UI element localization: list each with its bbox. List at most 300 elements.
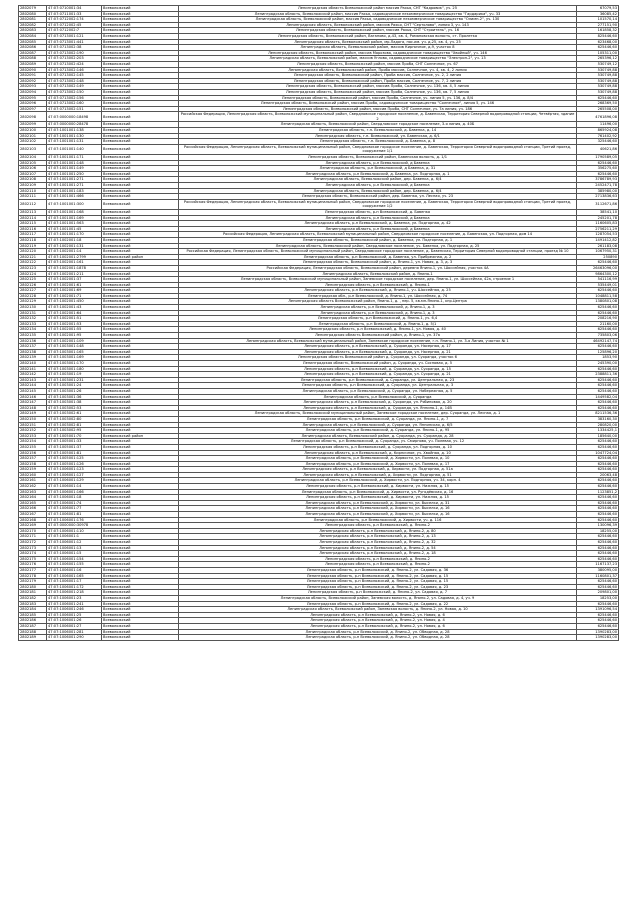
row-number-cell: 2802186 xyxy=(19,618,47,624)
cadastral-number-cell: 47:07:1006001:25 xyxy=(47,612,102,618)
value-cell: 250890 xyxy=(577,254,619,260)
district-cell: Всеволожский xyxy=(102,355,179,361)
district-cell: Всеволожский xyxy=(102,101,179,107)
address-cell: Ленинградская область, Всеволожский район, массив Проба, садоводческое товарищество "Солнечное", линия 5, уч. 146 xyxy=(179,101,577,107)
cadastral-number-cell: 47:07:1001001:45 xyxy=(47,226,102,232)
address-cell: Ленинградская область, Всеволожский район, Проба массив, Солнечное, уч. 4, кв. 4, 2 линия xyxy=(179,67,577,73)
address-cell: Ленинградская область, Всеволожский муниципальный район, Заневское городское поселение, дер. Суоранда, ул. Лесная, д. 1 xyxy=(179,411,577,417)
district-cell: Всеволожский xyxy=(102,28,179,34)
district-cell: Всеволожский район xyxy=(102,433,179,439)
row-number-cell: 2802179 xyxy=(19,579,47,585)
row-number-cell: 2802079 xyxy=(19,6,47,12)
address-cell: Ленинградская область, р-н Всеволожский, д. Хирвости, ул. Нижняя, д. 15 xyxy=(179,495,577,501)
address-cell: Ленинградская область, Всеволожский район, д. Бавенка, ул. Подгорная, д. 1 xyxy=(179,237,577,243)
district-cell: Всеволожский xyxy=(102,61,179,67)
value-cell: 625446,60 xyxy=(577,467,619,473)
row-number-cell: 2802171 xyxy=(19,534,47,540)
district-cell: Всеволожский xyxy=(102,133,179,139)
cadastral-number-cell: 47:07:1006001:290 xyxy=(47,635,102,641)
district-cell: Всеволожский xyxy=(102,139,179,145)
cadastral-number-cell: 47:07:1001001:148 xyxy=(47,160,102,166)
district-cell: Всеволожский xyxy=(102,456,179,462)
address-cell: Ленинградская область, р-н Всеволожский, д. Суоранда, ул. Яннинская, д. 6/5 xyxy=(179,422,577,428)
district-cell: Всеволожский xyxy=(102,377,179,383)
value-cell: 735803,06 xyxy=(577,333,619,339)
value-cell: 245201,78 xyxy=(577,215,619,221)
address-cell: Ленинградская область, р-н Всеволожский, д. Янино-2 xyxy=(179,562,577,568)
address-cell: Ленинградская область, Всеволожский муниципальный район, Заневское городское поселение, г.п. Янино-1, ул. 3-я Линия, участок № 1 xyxy=(179,338,577,344)
district-cell: Всеволожский xyxy=(102,155,179,161)
value-cell: 625446,60 xyxy=(577,500,619,506)
district-cell: Всеволожский xyxy=(102,265,179,271)
value-cell: 625446,60 xyxy=(577,388,619,394)
cadastral-number-cell: 47:07:1001001:131 xyxy=(47,139,102,145)
address-cell: Ленинградская область, р-н Всеволожский, д. Суоранда, ул. Насерная, д. 17 xyxy=(179,344,577,350)
address-cell: Ленинградская область, р-н Всеволожский, д Бавенка xyxy=(179,226,577,232)
row-number-cell: 2802100 xyxy=(19,128,47,134)
district-cell: Всеволожский xyxy=(102,590,179,596)
cadastral-number-cell: 47:07:1001001:138 xyxy=(47,128,102,134)
row-number-cell: 2802124 xyxy=(19,271,47,277)
row-number-cell: 2802105 xyxy=(19,160,47,166)
district-cell: Всеволожский xyxy=(102,388,179,394)
cadastral-number-cell: 47:07:1002001:43 xyxy=(47,305,102,311)
cadastral-number-cell: 47:07:1002001:1878 xyxy=(47,265,102,271)
cadastral-number-cell: 47:07:1006001:281 xyxy=(47,629,102,635)
cadastral-table xyxy=(18,5,619,641)
cadastral-number-cell: 47:07:1001001:563 xyxy=(47,221,102,227)
row-number-cell: 2802169 xyxy=(19,523,47,529)
district-cell: Всеволожский xyxy=(102,344,179,350)
value-cell: 125896,20 xyxy=(577,349,619,355)
value-cell: 2756211,29 xyxy=(577,226,619,232)
value-cell: 1391096,54 xyxy=(577,607,619,613)
district-cell: Всеволожский xyxy=(102,361,179,367)
row-number-cell: 2802115 xyxy=(19,221,47,227)
value-cell: 1449582,04 xyxy=(577,394,619,400)
value-cell: 1390283,00 xyxy=(577,635,619,641)
value-cell: 625446,60 xyxy=(577,95,619,101)
address-cell: Ленинградская область, р-н Всеволожский, д. Хирвости, ул. Подгорная, уч. 34, корп. 4 xyxy=(179,478,577,484)
cadastral-number-cell: 47:07:0713002:146 xyxy=(47,67,102,73)
row-number-cell: 2802135 xyxy=(19,333,47,339)
address-cell: Ленинградская область, Всеволожский район, мр.Ладога, пос.им. уч. д.25, кв. 4, уч. 25 xyxy=(179,39,577,45)
district-cell: Всеволожский xyxy=(102,545,179,551)
value-cell: 625446,60 xyxy=(577,495,619,501)
address-cell: Ленинградская область Всеволожский район массив Рахья, СНТ "Кадровик", уч. 25 xyxy=(179,6,577,12)
cadastral-number-cell: 47:07:1002001:161 xyxy=(47,260,102,266)
value-cell: 3112671,86 xyxy=(577,199,619,209)
address-cell: Ленинградская область, р-н Всеволожский, д. Янино-1, уч. Шоссейная, д. 25 xyxy=(179,288,577,294)
address-cell: Ленинградская область, Всеволожский район, Заневская волость, д. Янино-2, ул. Садовая, д. 4, уч. 9 xyxy=(179,595,577,601)
address-cell: Российская Федерация, Ленинградская область, Всеволожский район, деревня Янино-1, ул. Шоссейная, участок 4А xyxy=(179,265,577,271)
row-number-cell: 2802089 xyxy=(19,61,47,67)
cadastral-number-cell: 47:07:0711001:33 xyxy=(47,11,102,17)
district-cell: Всеволожский xyxy=(102,249,179,255)
cadastral-number-cell: 47:07:1005001:126 xyxy=(47,461,102,467)
address-cell: Ленинградская область, р-н Всеволожский, д. Хирвости, ул. Подгорная, д. 51а xyxy=(179,467,577,473)
value-cell: 21160,00 xyxy=(577,321,619,327)
row-number-cell: 2802151 xyxy=(19,422,47,428)
district-cell: Всеволожский xyxy=(102,56,179,62)
cadastral-number-cell: 47:07:1001001:271 xyxy=(47,183,102,189)
value-cell: 625446,60 xyxy=(577,288,619,294)
district-cell: Всеволожский xyxy=(102,171,179,177)
value-cell: 625446,60 xyxy=(577,556,619,562)
district-cell: Всеволожский xyxy=(102,394,179,400)
value-cell: 1048811,58 xyxy=(577,293,619,299)
row-number-cell: 2802116 xyxy=(19,226,47,232)
value-cell: 1790589,05 xyxy=(577,155,619,161)
district-cell: Всеволожский xyxy=(102,183,179,189)
address-cell: Ленинградская область Всеволожский район, Янино-1, д. , пер. 5, кв.мн-Янино-1, кпр.Центра xyxy=(179,299,577,305)
value-cell: 625446,60 xyxy=(577,584,619,590)
district-cell: Всеволожский xyxy=(102,33,179,39)
row-number-cell: 2802172 xyxy=(19,540,47,546)
value-cell: 535449,01 xyxy=(577,282,619,288)
table-row xyxy=(19,232,619,238)
cadastral-number-cell: 47:07:0713002:38 xyxy=(47,45,102,51)
address-cell: Ленинградская область, р-н Всеволожский, д. Янино-2, д. 32 xyxy=(179,540,577,546)
value-cell: 2452471,78 xyxy=(577,183,619,189)
value-cell: 625446,60 xyxy=(577,456,619,462)
address-cell: Ленинградская область, р-н Всеволожский, д. Суоранда, ул. Янино-1, д. 7 xyxy=(179,416,577,422)
address-cell: Ленинградская область, р-н Всеволожский, д. Суоранда, ул. Подгорная, д. 10 xyxy=(179,444,577,450)
cadastral-number-cell: 47:07:1001001:140 xyxy=(47,144,102,154)
address-cell: Ленинградская область, р-н Всеволожский, д. Янино-2, ул. Садовая, д. 23 xyxy=(179,584,577,590)
district-cell: Всеволожский xyxy=(102,260,179,266)
address-cell: Ленинградская область, Всеволожский район, д. Суоранда, уч. Сосновая, д. 5 xyxy=(179,361,577,367)
value-cell: 1390283,00 xyxy=(577,629,619,635)
address-cell: Ленинградская область, р-н Всеволожский, д. Хирвости, уч. д. 116 xyxy=(179,517,577,523)
district-cell: Всеволожский xyxy=(102,221,179,227)
value-cell: 625446,60 xyxy=(577,540,619,546)
row-number-cell: 2802085 xyxy=(19,39,47,45)
district-cell: Всеволожский xyxy=(102,327,179,333)
row-number-cell: 2802120 xyxy=(19,249,47,255)
value-cell: 1160605,83 xyxy=(577,221,619,227)
address-cell: Ленинградская область, р-н Всеволожский, д. Суоранда, ул. Набережная, д. 5 xyxy=(179,388,577,394)
row-number-cell: 2802107 xyxy=(19,171,47,177)
district-cell: Всеволожский xyxy=(102,73,179,79)
district-cell: Всеволожский xyxy=(102,338,179,344)
cadastral-number-cell: 47:07:1003001:148 xyxy=(47,344,102,350)
value-cell: 625446,60 xyxy=(577,623,619,629)
address-cell: Ленинградская область, Всеволожский район, массив Рахья, СНТ "Сертолово", линия 3, уч. 143 xyxy=(179,22,577,28)
address-cell: Ленинградская область, Всеволожский район, дер. Бавенка, ул. Лесная, уч. 23 xyxy=(179,194,577,200)
row-number-cell: 2802181 xyxy=(19,590,47,596)
row-number-cell: 2802160 xyxy=(19,472,47,478)
row-number-cell: 2802170 xyxy=(19,528,47,534)
cadastral-number-cell: 47:07:1003001:170 xyxy=(47,361,102,367)
address-cell: Ленинградская область, р-н Всеволожский, д. Суоранда, ул. Центральная, д. 3 xyxy=(179,383,577,389)
cadastral-number-cell: 47:07:1006001:127 xyxy=(47,472,102,478)
cadastral-number-cell: 47:07:1003001:169 xyxy=(47,355,102,361)
district-cell: Всеволожский xyxy=(102,209,179,215)
address-cell: Ленинградская область, р-н Всеволожский, д. Кирпичное, уч. Хвойная, д. 10 xyxy=(179,450,577,456)
district-cell: Всеволожский xyxy=(102,422,179,428)
row-number-cell: 2802142 xyxy=(19,372,47,378)
address-cell: Ленинградская область, Всеволожский район, массив Рахья, СНТ "Строитель", уч. 16 xyxy=(179,28,577,34)
value-cell: 625446,60 xyxy=(577,260,619,266)
cadastral-number-cell: 47:07:1001001:169 xyxy=(47,215,102,221)
value-cell: 38541,10 xyxy=(577,209,619,215)
district-cell: Всеволожский xyxy=(102,6,179,12)
district-cell: Всеволожский xyxy=(102,439,179,445)
row-number-cell: 2802163 xyxy=(19,489,47,495)
value-cell: 530749,12 xyxy=(577,61,619,67)
cadastral-number-cell: 47:07:1001001:149 xyxy=(47,166,102,172)
district-cell: Всеволожский xyxy=(102,612,179,618)
value-cell: 185640,00 xyxy=(577,433,619,439)
address-cell: Ленинградская область, р-н Всеволожский, д. Янино-1 xyxy=(179,282,577,288)
value-cell: 268369,50 xyxy=(577,101,619,107)
table-row xyxy=(19,199,619,209)
district-cell: Всеволожский xyxy=(102,17,179,23)
row-number-cell: 2802148 xyxy=(19,405,47,411)
value-cell: 11496,00 xyxy=(577,122,619,128)
cadastral-number-cell: 47:07:1002001:211 xyxy=(47,271,102,277)
district-cell: Всеволожский xyxy=(102,349,179,355)
address-cell: Ленинградская область, Всеволожский район, массив Рахья, садоводческое некоммерческое товарищество "Олимп-2", уч. 130 xyxy=(179,17,577,23)
district-cell: Всеволожский xyxy=(102,89,179,95)
cadastral-number-cell: 47:07:1006001:74 xyxy=(47,500,102,506)
district-cell: Всеволожский xyxy=(102,540,179,546)
value-cell: 625446,60 xyxy=(577,478,619,484)
cadastral-number-cell: 47:07:1006001:13 xyxy=(47,545,102,551)
cadastral-number-cell: 47:07:1006001:172 xyxy=(47,584,102,590)
address-cell: Ленинградская область, р-н Всеволожский, д. Янино-2, ул. Садовая, д. 15 xyxy=(179,579,577,585)
address-cell: Ленинградская область, р-н Всеволожский, д Бавенка, д. 31 xyxy=(179,166,577,172)
value-cell: 261183,08 xyxy=(577,243,619,249)
value-cell: 625446,60 xyxy=(577,377,619,383)
value-cell: 3786789,93 xyxy=(577,177,619,183)
address-cell: Ленинградская область, Всеволожский район, д. Янино-1, ул. Новая, д. 3, д. 3 xyxy=(179,260,577,266)
address-cell: Ленинградская область, Всеволожский район, массив Проба, СНТ Солнечное, уч. 7а линия, уч. 186 xyxy=(179,106,577,112)
address-cell: Ленинградская область, р-н Всеволожский, д. Янино-2, д. 54 xyxy=(179,545,577,551)
cadastral-number-cell: 47:07:1002001:53 xyxy=(47,321,102,327)
district-cell: Всеволожский xyxy=(102,199,179,209)
address-cell: Ленинградская область, Всеволожский район, массив Проба, Солнечное, уч. линия 5, уч. 136, д. 8/4 xyxy=(179,95,577,101)
district-cell: Всеволожский xyxy=(102,50,179,56)
value-cell: 209801,00 xyxy=(577,590,619,596)
address-cell: Ленинградская область, р-н Всеволожский, д. Янино-2, ул. Садовая, д. 15 xyxy=(179,573,577,579)
value-cell: 208216,90 xyxy=(577,316,619,322)
cadastral-number-cell: 47:07:0000000:30978 xyxy=(47,523,102,529)
district-cell: Всеволожский xyxy=(102,310,179,316)
value-cell: 161858,32 xyxy=(577,28,619,34)
row-number-cell: 2802104 xyxy=(19,155,47,161)
value-cell: 625446,60 xyxy=(577,45,619,51)
district-cell: Всеволожский xyxy=(102,444,179,450)
district-cell: Всеволожский xyxy=(102,461,179,467)
row-number-cell: 2802138 xyxy=(19,349,47,355)
row-number-cell: 2802164 xyxy=(19,495,47,501)
district-cell: Всеволожский xyxy=(102,333,179,339)
address-cell: Ленинградская область, р-н Всеволожский, д. Суоранда, ул. Центральная, д. 23 xyxy=(179,377,577,383)
district-cell: Всеволожский xyxy=(102,595,179,601)
cadastral-number-cell: 47:07:0713002:156 xyxy=(47,95,102,101)
row-number-cell: 2802099 xyxy=(19,122,47,128)
address-cell: Ленинградская область, р-н Всеволожский, д. Янино-2, д. 18 xyxy=(179,551,577,557)
district-cell: Всеволожский xyxy=(102,106,179,112)
cadastral-number-cell: 47:07:1002001:69 xyxy=(47,288,102,294)
value-cell: 8211536,36 xyxy=(577,411,619,417)
address-cell: Ленинградская область, Всеволожский район, массив Рахья, садоводческое некоммерческое товарищество "Гардарика", уч. 33 xyxy=(179,11,577,17)
value-cell: 1123851,2 xyxy=(577,489,619,495)
cadastral-number-cell: 47:07:1005001:125 xyxy=(47,456,102,462)
district-cell: Всеволожский xyxy=(102,67,179,73)
address-cell: Ленинградская область, р-н Всеволожский, д. Янино-2, ул. Садовая, д. 36 xyxy=(179,567,577,573)
cadastral-number-cell: 47:07:1006001:155 xyxy=(47,562,102,568)
address-cell: Ленинградская область, Всеволожский район, д. Суоранда, уч. Суоранда, д. 28 xyxy=(179,433,577,439)
district-cell: Всеволожский xyxy=(102,232,179,238)
row-number-cell: 2802168 xyxy=(19,517,47,523)
address-cell: Ленинградская область, р-н Всеволожский, д. Янино-2, д. 80 xyxy=(179,528,577,534)
value-cell: 325446,60 xyxy=(577,139,619,145)
row-number-cell: 2802185 xyxy=(19,612,47,618)
district-cell: Всеволожский xyxy=(102,562,179,568)
address-cell: Ленинградская область, р-н Всеволожский, д. Суоранда, ул. Суоранда, д. 21 xyxy=(179,372,577,378)
district-cell: Всеволожский xyxy=(102,160,179,166)
district-cell: Всеволожский xyxy=(102,321,179,327)
row-number-cell: 2802157 xyxy=(19,456,47,462)
row-number-cell: 2802123 xyxy=(19,265,47,271)
address-cell: Ленинградская область, р-н Всеволожский, д. Янино-2, ул. Новая, д. 4 xyxy=(179,618,577,624)
cadastral-number-cell: 47:07:1003001:180 xyxy=(47,366,102,372)
district-cell: Всеволожский xyxy=(102,478,179,484)
address-cell: Российская Федерация, Ленинградская область, Всеволожский муниципальный район, Свердловское городское поселение, д. Бавенская, Территория Северной водопроводной станции, Третий проезд, сооружение 1/2 xyxy=(179,199,577,209)
row-number-cell: 2802102 xyxy=(19,139,47,145)
district-cell: Всеволожский xyxy=(102,472,179,478)
district-cell: Всеволожский xyxy=(102,512,179,518)
cadastral-number-cell: 47:07:0713002:151 xyxy=(47,106,102,112)
row-number-cell: 2802144 xyxy=(19,383,47,389)
address-cell: Ленинградская область, Всеволожский район, массив Кирпичное, д.9, участок 8 xyxy=(179,45,577,51)
value-cell: 265508,00 xyxy=(577,106,619,112)
district-cell: Всеволожский xyxy=(102,579,179,585)
address-cell: Ленинградская область, р-н Всеволожский, д. Бавенка, ул. Подгорная, д. 1 xyxy=(179,171,577,177)
district-cell: Всеволожский район xyxy=(102,254,179,260)
cadastral-number-cell: 47:07:1003002:95 xyxy=(47,428,102,434)
district-cell: Всеволожский xyxy=(102,607,179,613)
row-number-cell: 2802114 xyxy=(19,215,47,221)
value-cell: 356275,60 xyxy=(577,166,619,172)
value-cell: 761402,92 xyxy=(577,133,619,139)
cadastral-number-cell: 47:07:1006001:17 xyxy=(47,579,102,585)
table-row xyxy=(19,144,619,154)
row-number-cell: 2802141 xyxy=(19,366,47,372)
district-cell: Всеволожский xyxy=(102,528,179,534)
cadastral-number-cell: 47:07:0712002:7 xyxy=(47,28,102,34)
address-cell: Ленинградская область, р-н Всеволожский, д. Хирвости, ул. Нижняя, д. 15 xyxy=(179,484,577,490)
value-cell: 530749,88 xyxy=(577,73,619,79)
district-cell: Всеволожский xyxy=(102,177,179,183)
address-cell: Ленинградская область, Всеволожский район, массив Проба, Солнечное, уч. 136, кв. 7, 5 линия xyxy=(179,89,577,95)
address-cell: Ленинградская область, р-н Всеволожский, д Бавенка xyxy=(179,215,577,221)
row-number-cell: 2802127 xyxy=(19,288,47,294)
row-number-cell: 2802178 xyxy=(19,573,47,579)
cadastral-number-cell: 47:07:1006001:166 xyxy=(47,489,102,495)
value-cell: 625446,60 xyxy=(577,517,619,523)
address-cell: Ленинградская область, Всеволожский район, массив Морозова, садоводческое товарищество "Хвойный", уч. 146 xyxy=(179,50,577,56)
address-cell: Ленинградская область, р-н Всеволожский, д Бавенка xyxy=(179,160,577,166)
value-cell: 130096,39 xyxy=(577,523,619,529)
district-cell: Всеволожский xyxy=(102,122,179,128)
value-cell: 625446,60 xyxy=(577,160,619,166)
value-cell: 46492147,74 xyxy=(577,338,619,344)
cadastral-number-cell: 47:07:0713002:190 xyxy=(47,50,102,56)
district-cell: Всеволожский xyxy=(102,623,179,629)
district-cell: Всеволожский xyxy=(102,506,179,512)
cadastral-number-cell: 47:07:1006001:110 xyxy=(47,528,102,534)
row-number-cell: 2802103 xyxy=(19,144,47,154)
row-number-cell: 2802084 xyxy=(19,33,47,39)
cadastral-number-cell: 47:07:1002001:55 xyxy=(47,327,102,333)
value-cell: 1334425,1 xyxy=(577,428,619,434)
cadastral-number-cell: 47:07:1006001:16 xyxy=(47,567,102,573)
row-number-cell: 2802080 xyxy=(19,11,47,17)
district-cell: Всеволожский xyxy=(102,194,179,200)
address-cell: Ленинградская область, р-н Всеволожский, д. Хирвости, ул. Ругодёвская, д. 16 xyxy=(179,489,577,495)
cadastral-number-cell: 47:07:1005001:70 xyxy=(47,433,102,439)
row-number-cell: 2802109 xyxy=(19,183,47,189)
value-cell: 18253,00 xyxy=(577,595,619,601)
row-number-cell: 2802150 xyxy=(19,416,47,422)
row-number-cell: 2802088 xyxy=(19,56,47,62)
row-number-cell: 2802155 xyxy=(19,444,47,450)
row-number-cell: 2802094 xyxy=(19,89,47,95)
table-row xyxy=(19,249,619,255)
value-cell: 625446,60 xyxy=(577,534,619,540)
district-cell: Всеволожский xyxy=(102,635,179,641)
cadastral-number-cell: 47:07:1002001:109 xyxy=(47,338,102,344)
address-cell: Ленинградская область, Всеволожский район, Свердловское городское поселение, 3-я линия, д. 40Б xyxy=(179,122,577,128)
address-cell: Ленинградская область, г.п. Всеволожский, д. Бавенка, д. 8 xyxy=(179,139,577,145)
row-number-cell: 2802174 xyxy=(19,551,47,557)
district-cell: Всеволожский xyxy=(102,450,179,456)
address-cell: Ленинградская область, р-н Всеволожский, д. Янино-2, ул. Садовая, д. 22 xyxy=(179,601,577,607)
district-cell: Всеволожский xyxy=(102,573,179,579)
row-number-cell: 2802091 xyxy=(19,73,47,79)
value-cell: 625446,60 xyxy=(577,310,619,316)
value-cell: 1167137,23 xyxy=(577,562,619,568)
cadastral-number-cell: 47:07:1003002:61 xyxy=(47,411,102,417)
value-cell: 625446,60 xyxy=(577,551,619,557)
district-cell: Всеволожский xyxy=(102,215,179,221)
cadastral-number-cell: 47:07:1006001:77 xyxy=(47,506,102,512)
row-number-cell: 2802188 xyxy=(19,629,47,635)
row-number-cell: 2802110 xyxy=(19,188,47,194)
cadastral-number-cell: 47:07:1002001:14 xyxy=(47,249,102,255)
value-cell: 67079,53 xyxy=(577,6,619,12)
row-number-cell: 2802156 xyxy=(19,450,47,456)
row-number-cell: 2802118 xyxy=(19,237,47,243)
row-number-cell: 2802086 xyxy=(19,45,47,51)
row-number-cell: 2802175 xyxy=(19,556,47,562)
address-cell: Российская Федерация, Ленинградская область, Всеволожский муниципальный район, Свердловское городское поселение, д. Бавенская, Территория Северной водопроводной станции, проезд № 10 xyxy=(179,249,577,255)
cadastral-number-cell: 47:07:1005001:37 xyxy=(47,444,102,450)
district-cell: Всеволожский xyxy=(102,428,179,434)
address-cell: Ленинградская область, р-н Всеволожский, д. Суоранда, уч. Смирнова, уч. Полевая, уч. 12 xyxy=(179,439,577,445)
row-number-cell: 2802101 xyxy=(19,133,47,139)
address-cell: Ленинградская область, р-н Всеволожский, д Бавенка xyxy=(179,183,577,189)
cadastral-number-cell: 47:07:0000000:28478 xyxy=(47,122,102,128)
cadastral-number-cell: 47:07:1006001:218 xyxy=(47,590,102,596)
row-number-cell: 2802082 xyxy=(19,22,47,28)
address-cell: Ленинградская область, Всеволожский район, Свердловское поселение, уч. Бавенка, ул. Подгорная, д. 25 xyxy=(179,243,577,249)
cadastral-number-cell: 47:07:1002001:18 xyxy=(47,237,102,243)
